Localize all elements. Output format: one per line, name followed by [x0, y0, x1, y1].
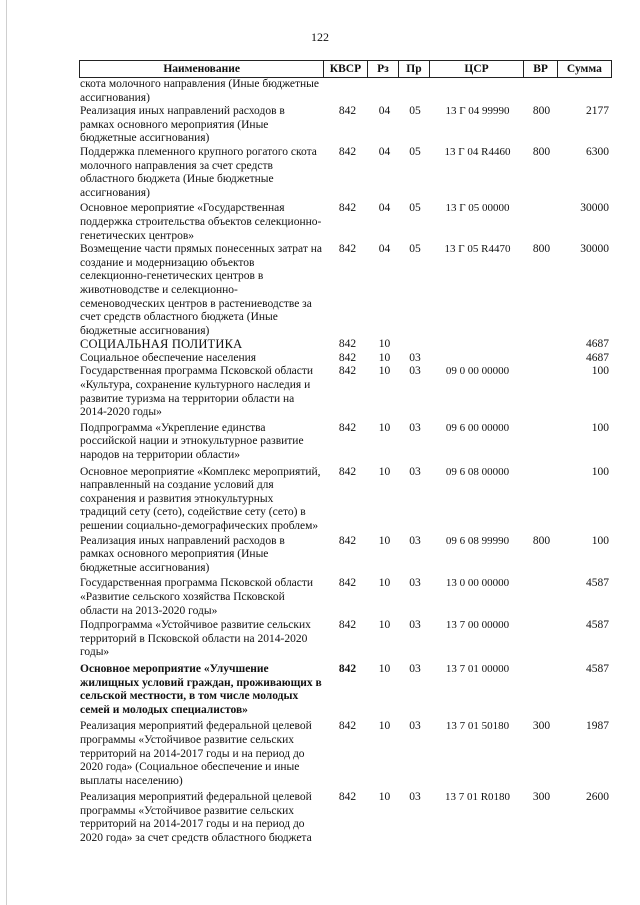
cell-csr [430, 78, 525, 105]
cell-rz: 10 [378, 619, 391, 632]
table-row [79, 105, 612, 146]
cell-kvsr: 842 [338, 338, 357, 351]
cell-vr [525, 422, 558, 463]
cell-csr: 13 7 00 00000 [445, 619, 510, 632]
cell-rz: 04 [378, 105, 391, 118]
cell-pr [400, 78, 430, 105]
cell-pr: 05 [409, 105, 421, 118]
table-row [79, 466, 612, 534]
cell-pr: 03 [409, 365, 421, 378]
cell-sum: 30000 [580, 243, 609, 256]
cell-pr: 03 [409, 791, 421, 804]
cell-name: Подпрограмма «Устойчивое развитие сельских территорий в Псковской области на 2014-2020 годы» [80, 619, 311, 659]
cell-name: Возмещение части прямых понесенных затрат на создание и модернизацию объектов селекционно-генетических центров в животноводстве и селекционно-семеноводческих центров в растениеводстве за счет средств областного бюджета (Иные бюджетные ассигнования) [80, 243, 322, 337]
budget-table [79, 60, 612, 846]
cell-sum: 4687 [586, 338, 609, 351]
cell-pr: 05 [409, 145, 421, 158]
cell-name: Реализация мероприятий федеральной целевой программы «Устойчивое развитие сельских территорий на 2014-2017 годы и на период до 2020 года» за счет средств областного бюджета [80, 791, 312, 845]
cell-rz: 04 [378, 202, 391, 215]
cell-pr: 03 [409, 662, 421, 675]
header-pr: Пр [398, 61, 429, 77]
cell-csr: 13 Г 05 R4470 [444, 243, 511, 256]
table-row [79, 352, 612, 366]
header-sum: Сумма [557, 61, 611, 77]
cell-vr: 800 [532, 243, 551, 256]
cell-rz: 10 [378, 365, 391, 378]
cell-rz: 10 [378, 720, 391, 733]
cell-rz [369, 78, 400, 105]
cell-sum: 1987 [586, 720, 609, 733]
cell-name: Основное мероприятие «Комплекс мероприятий, направленный на создание условий для сохранения и развития этнокультурных традиций сету (сето), содействие сету (сето) в решении социально-демографических проблем» [80, 465, 321, 532]
table-row [79, 243, 612, 338]
cell-pr: 05 [409, 202, 421, 215]
cell-csr: 09 6 08 99990 [445, 534, 510, 547]
cell-pr: 05 [409, 243, 421, 256]
cell-sum [558, 78, 612, 105]
cell-name: Реализация иных направлений расходов в рамках основного мероприятия (Иные бюджетные ассигнования) [80, 534, 285, 574]
cell-vr [525, 78, 558, 105]
cell-csr: 09 6 08 00000 [445, 465, 510, 478]
table-body [79, 78, 612, 846]
cell-sum: 100 [591, 465, 609, 478]
cell-name: Поддержка племенного крупного рогатого скота молочного направления за счет средств областного бюджета (Иные бюджетные ассигнования) [80, 145, 317, 199]
cell-kvsr: 842 [338, 577, 357, 590]
cell-pr: 03 [409, 351, 421, 364]
cell-kvsr: 842 [338, 534, 357, 547]
cell-csr: 13 Г 04 R4460 [444, 145, 511, 158]
cell-vr: 300 [532, 791, 551, 804]
table-row [79, 791, 612, 845]
cell-vr [525, 619, 558, 660]
cell-rz: 10 [378, 465, 391, 478]
cell-kvsr [326, 78, 369, 105]
cell-vr: 800 [532, 145, 551, 158]
cell-csr [430, 338, 525, 352]
header-kvsr: КВСР [323, 61, 366, 77]
cell-pr: 03 [409, 534, 421, 547]
cell-csr: 13 Г 04 99990 [445, 105, 510, 118]
cell-rz: 04 [378, 145, 391, 158]
cell-sum: 2177 [586, 105, 609, 118]
cell-vr [525, 352, 558, 366]
cell-rz: 10 [378, 662, 391, 675]
table-row [79, 535, 612, 576]
cell-csr: 09 6 00 00000 [445, 421, 510, 434]
cell-sum: 100 [591, 365, 609, 378]
cell-rz: 10 [378, 534, 391, 547]
cell-vr [525, 577, 558, 618]
cell-kvsr: 842 [338, 243, 357, 256]
cell-pr: 03 [409, 421, 421, 434]
cell-sum: 4587 [586, 662, 609, 675]
header-vr: ВР [523, 61, 557, 77]
cell-rz: 10 [378, 351, 391, 364]
cell-csr: 13 Г 05 00000 [445, 202, 510, 215]
cell-rz: 10 [378, 791, 391, 804]
table-row [79, 577, 612, 618]
cell-sum: 100 [591, 421, 609, 434]
cell-name: Реализация иных направлений расходов в рамках основного мероприятия (Иные бюджетные ассигнования) [80, 105, 285, 145]
table-row [79, 78, 612, 105]
header-csr: ЦСР [429, 61, 524, 77]
table-row [79, 365, 612, 419]
cell-csr [430, 352, 525, 366]
cell-vr: 800 [532, 105, 551, 118]
table-row [79, 338, 612, 352]
cell-rz: 04 [378, 243, 391, 256]
cell-pr: 03 [409, 465, 421, 478]
cell-sum: 4687 [586, 351, 609, 364]
cell-kvsr: 842 [338, 662, 357, 675]
cell-rz: 10 [378, 421, 391, 434]
cell-sum: 2600 [586, 791, 609, 804]
cell-rz: 10 [378, 577, 391, 590]
cell-name: Подпрограмма «Укрепление единства российской нации и этнокультурное развитие народов на территории области» [80, 421, 304, 462]
cell-sum: 100 [591, 534, 609, 547]
table-header [79, 60, 612, 78]
cell-vr: 300 [532, 720, 551, 733]
cell-kvsr: 842 [338, 465, 357, 478]
cell-name: скота молочного направления (Иные бюджетные ассигнования) [80, 78, 319, 104]
cell-kvsr: 842 [338, 791, 357, 804]
table-row [79, 619, 612, 660]
cell-name: Основное мероприятие «Государственная поддержка строительства объектов селекционно-генетических центров» [80, 202, 322, 242]
table-row [79, 663, 612, 717]
cell-vr [525, 338, 558, 352]
cell-name: Государственная программа Псковской области «Культура, сохранение культурного наследия и развитие туризма на территории области на 2014-2020 годы» [80, 365, 314, 419]
cell-vr [525, 365, 558, 419]
cell-kvsr: 842 [338, 619, 357, 632]
cell-name: Реализация мероприятий федеральной целевой программы «Устойчивое развитие сельских территорий на 2014-2017 годы и на период до 2020 года» (Социальное обеспечение и иные выплаты населению) [80, 720, 312, 787]
header-rz: Рз [367, 61, 399, 77]
cell-pr [400, 338, 430, 352]
cell-csr: 13 7 01 00000 [445, 662, 510, 675]
cell-kvsr: 842 [338, 720, 357, 733]
cell-csr: 13 7 01 R0180 [444, 791, 511, 804]
cell-name: Основное мероприятие «Улучшение жилищных условий граждан, проживающих в сельской местности, в том числе молодых семей и молодых специалистов» [80, 662, 322, 716]
cell-kvsr: 842 [338, 105, 357, 118]
cell-pr: 03 [409, 720, 421, 733]
cell-name: СОЦИАЛЬНАЯ ПОЛИТИКА [80, 337, 243, 352]
cell-vr [525, 663, 558, 717]
cell-name: Социальное обеспечение населения [80, 351, 257, 364]
cell-vr [525, 466, 558, 534]
cell-kvsr: 842 [338, 351, 357, 364]
cell-sum: 30000 [580, 202, 609, 215]
table-row [79, 422, 612, 463]
cell-kvsr: 842 [338, 421, 357, 434]
cell-kvsr: 842 [338, 202, 357, 215]
table-row [79, 146, 612, 200]
header-name: Наименование [163, 63, 240, 75]
cell-pr: 03 [409, 577, 421, 590]
cell-rz: 10 [378, 338, 391, 351]
cell-csr: 13 7 01 50180 [445, 720, 510, 733]
page-number: 122 [311, 30, 329, 44]
cell-kvsr: 842 [338, 145, 357, 158]
cell-kvsr: 842 [338, 365, 357, 378]
table-row [79, 202, 612, 243]
cell-sum: 4587 [586, 577, 609, 590]
cell-csr: 09 0 00 00000 [445, 365, 510, 378]
scan-edge-line [6, 0, 7, 905]
cell-csr: 13 0 00 00000 [445, 577, 510, 590]
table-row [79, 720, 612, 788]
cell-sum: 6300 [586, 145, 609, 158]
cell-pr: 03 [409, 619, 421, 632]
cell-vr: 800 [532, 534, 551, 547]
cell-sum: 4587 [586, 619, 609, 632]
cell-vr [525, 202, 558, 243]
cell-name: Государственная программа Псковской области «Развитие сельского хозяйства Псковской области на 2013-2020 годы» [80, 577, 314, 617]
